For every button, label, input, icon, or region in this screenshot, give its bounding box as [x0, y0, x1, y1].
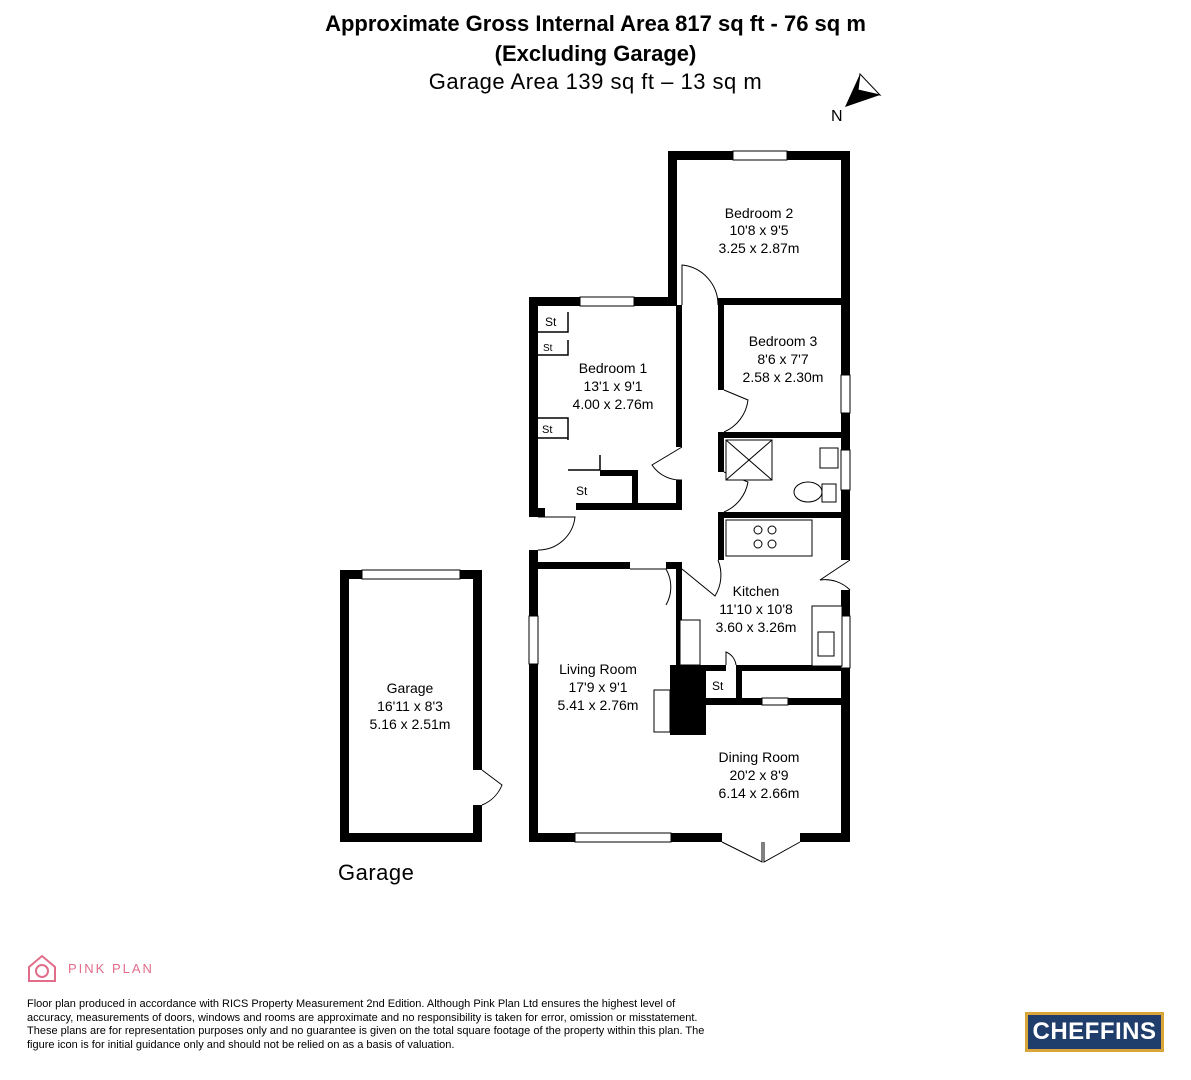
kitchen-name: Kitchen — [732, 583, 780, 599]
bedroom2-name: Bedroom 2 — [724, 205, 794, 221]
disclaimer-text: Floor plan produced in accordance with RICS Property Measurement 2nd Edition. Although Pink Plan Ltd ensures the highest level of accuracy, measurements of doors, windows and rooms are approximate and no responsibility is taken for error, omission or misstatement. These plans are for representation purposes only and no guarantee is given on the total square footage of the property within this plan. The figure icon is for initial guidance only and should not be relied on as a basis of valuation. — [27, 998, 705, 1051]
north-arrow-icon — [845, 74, 880, 107]
bedroom1-name: Bedroom 1 — [578, 360, 648, 376]
bedroom3-imperial: 8'6 x 7'7 — [757, 351, 809, 367]
living-room-imperial: 17'9 x 9'1 — [568, 679, 628, 695]
dining-room-imperial: 20'2 x 8'9 — [729, 767, 789, 783]
storage-label: St — [543, 343, 553, 354]
garage-area-subtitle: Garage Area 139 sq ft – 13 sq m — [428, 69, 763, 94]
dining-room-name: Dining Room — [718, 749, 800, 765]
bedroom3-metric: 2.58 x 2.30m — [742, 369, 824, 385]
cheffins-logo: CHEFFINS — [1025, 1012, 1164, 1052]
bedroom2-metric: 3.25 x 2.87m — [718, 240, 800, 256]
storage-label: St — [545, 315, 557, 329]
bedroom1-imperial: 13'1 x 9'1 — [583, 378, 643, 394]
garage-imperial: 16'11 x 8'3 — [377, 698, 443, 714]
dining-room-metric: 6.14 x 2.66m — [718, 785, 800, 801]
garage-caption: Garage — [338, 860, 415, 885]
storage-label: St — [712, 679, 724, 693]
living-room-name: Living Room — [559, 661, 637, 677]
kitchen-metric: 3.60 x 3.26m — [715, 619, 797, 635]
bedroom3-name: Bedroom 3 — [748, 333, 818, 349]
living-room-metric: 5.41 x 2.76m — [557, 697, 639, 713]
pinkplan-logo — [26, 953, 154, 983]
garage-metric: 5.16 x 2.51m — [369, 716, 451, 732]
pinkplan-house-icon — [26, 953, 58, 983]
kitchen-imperial: 11'10 x 10'8 — [719, 601, 793, 617]
pinkplan-wordmark: PINK PLAN — [68, 960, 154, 976]
page-title-note: (Excluding Garage) — [494, 41, 697, 66]
bedroom1-metric: 4.00 x 2.76m — [572, 396, 654, 412]
garage-name: Garage — [386, 680, 434, 696]
page-title: Approximate Gross Internal Area 817 sq ft - 76 sq m — [325, 11, 866, 36]
storage-label: St — [542, 424, 553, 436]
storage-label: St — [576, 484, 588, 498]
north-label: N — [831, 108, 843, 125]
bathroom-fixtures — [726, 440, 838, 502]
bedroom2-imperial: 10'8 x 9'5 — [729, 222, 789, 238]
